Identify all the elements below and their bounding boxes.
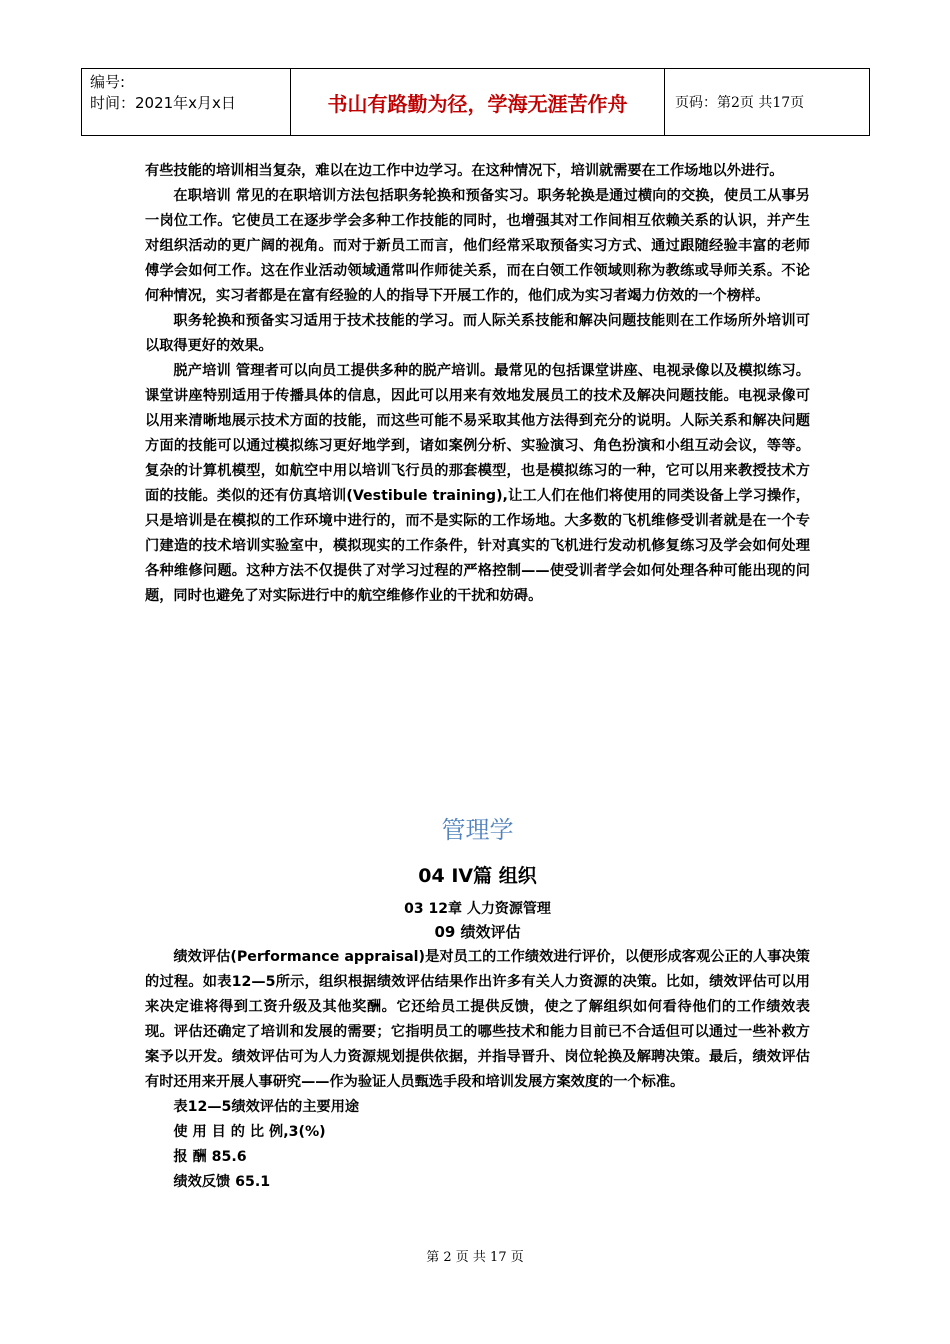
paragraph: 脱产培训 管理者可以向员工提供多种的脱产培训。最常见的包括课堂讲座、电视录像以及模拟练习。课堂讲座特别适用于传播具体的信息，因此可以用来有效地发展员工的技术及解决问题技能。电视录像可以用来清晰地展示技术方面的技能，而这些可能不易采取其他方法得到充分的说明。人际关系和解决问题方面的技能可以通过模拟练习更好地学到，诸如案例分析、实验演习、角色扮演和小组互动会议，等等。复杂的计算机模型，如航空中用以培训飞行员的那套模型，也是模拟练习的一种，它可以用来教授技术方面的技能。类似的还有仿真培训(Vestibule training),让工人们在他们将使用的同类设备上学习操作，只是培训是在模拟的工作环境中进行的，而不是实际的工作场地。大多数的飞机维修受训者就是在一个专门建造的技术培训实验室中，模拟现实的工作条件，针对真实的飞机进行发动机修复练习及学会如何处理各种维修问题。这种方法不仅提供了对学习过程的严格控制——使受训者学会如何处理各种可能出现的问题，同时也避免了对实际进行中的航空维修作业的干扰和妨碍。 (145, 363, 810, 604)
chapter-heading: 03 12章 人力资源管理 (404, 901, 551, 917)
body-text-bottom (145, 812, 810, 1195)
header-meta (82, 69, 291, 136)
page-footer: 第 2 页 共 17 页 (426, 1250, 524, 1265)
table-row: 使 用 目 的 比 例,3(%) (173, 1124, 326, 1140)
page-header-table (81, 68, 870, 136)
header-page-info: 页码：第2页 共17页 (665, 69, 870, 136)
table-caption: 表12—5绩效评估的主要用途 (173, 1099, 360, 1115)
document-title: 管理学 (441, 816, 514, 844)
header-code: 编号: (90, 73, 126, 91)
paragraph: 职务轮换和预备实习适用于技术技能的学习。而人际关系技能和解决问题技能则在工作场所外培训可以取得更好的效果。 (145, 313, 810, 354)
header-motto: 书山有路勤为径，学海无涯苦作舟 (291, 69, 665, 136)
header-time: 时间：2021年x月x日 (90, 94, 236, 112)
body-text-top (145, 159, 810, 609)
paragraph: 在职培训 常见的在职培训方法包括职务轮换和预备实习。职务轮换是通过横向的交换，使员工从事另一岗位工作。它使员工在逐步学会多种工作技能的同时，也增强其对工作间相互依赖关系的认识，并产生对组织活动的更广阔的视角。而对于新员工而言，他们经常采取预备实习方式、通过跟随经验丰富的老师傅学会如何工作。这在作业活动领域通常叫作师徒关系，而在白领工作领域则称为教练或导师关系。不论何种情况，实习者都是在富有经验的人的指导下开展工作的，他们成为实习者竭力仿效的一个榜样。 (145, 188, 810, 304)
table-row: 报 酬 85.6 (173, 1149, 247, 1165)
table-row: 绩效反馈 65.1 (173, 1174, 271, 1190)
part-heading: 04 IV篇 组织 (418, 865, 537, 887)
paragraph: 有些技能的培训相当复杂，难以在边工作中边学习。在这种情况下，培训就需要在工作场地以外进行。 (145, 163, 784, 179)
section-heading: 09 绩效评估 (434, 923, 521, 941)
paragraph: 绩效评估(Performance appraisal)是对员工的工作绩效进行评价，以便形成客观公正的人事决策的过程。如表12—5所示，组织根据绩效评估结果作出许多有关人力资源的决策。比如，绩效评估可以用来决定谁将得到工资升级及其他奖酬。它还给员工提供反馈，使之了解组织如何看待他们的工作绩效表现。评估还确定了培训和发展的需要；它指明员工的哪些技术和能力目前已不合适但可以通过一些补救方案予以开发。绩效评估可为人力资源规划提供依据，并指导晋升、岗位轮换及解聘决策。最后，绩效评估有时还用来开展人事研究——作为验证人员甄选手段和培训发展方案效度的一个标准。 (145, 949, 810, 1090)
